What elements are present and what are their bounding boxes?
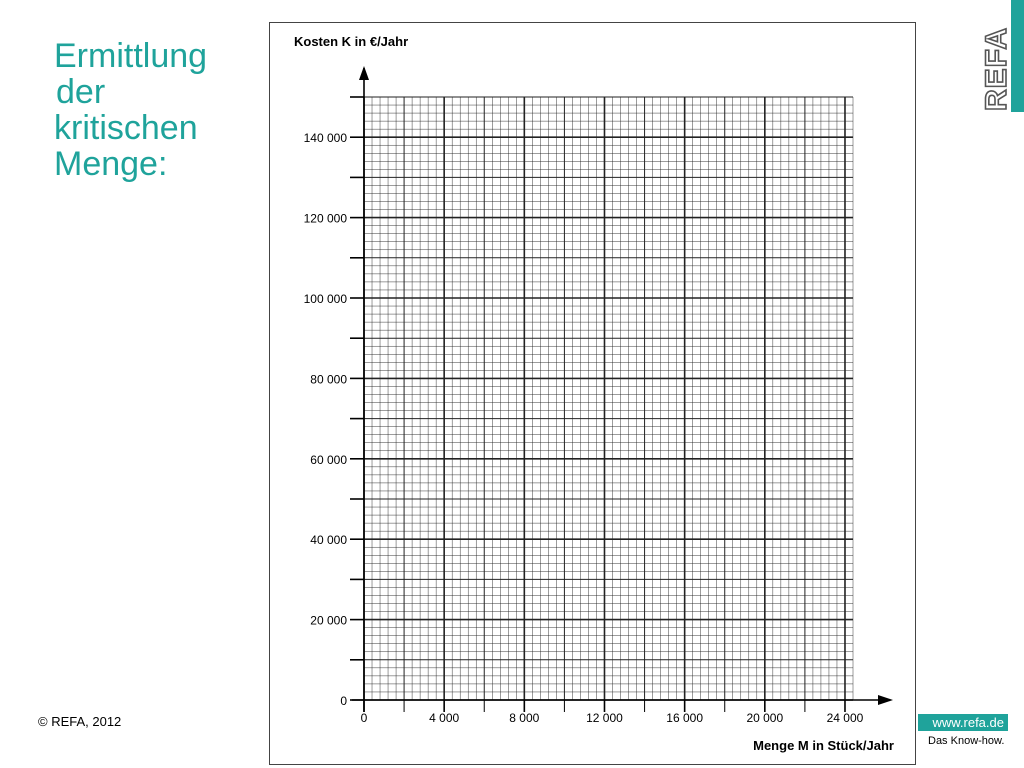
y-tick-label: 140 000 [303, 131, 347, 146]
y-axis-label: Kosten K in €/Jahr [294, 34, 409, 49]
x-tick-label: 4 000 [429, 711, 460, 725]
title-line: kritischen [54, 109, 198, 147]
x-axis-label: Menge M in Stück/Jahr [753, 738, 894, 753]
y-tick-label: 60 000 [310, 452, 347, 467]
tagline-text: Das Know-how. [928, 735, 1005, 747]
y-tick-label: 0 [340, 694, 347, 708]
y-tick-label: 80 000 [310, 372, 347, 387]
x-axis-arrow [878, 695, 893, 705]
grid-major [364, 97, 853, 700]
y-tick-label: 120 000 [303, 211, 347, 226]
title-line: der [56, 73, 106, 111]
grid-minor [364, 97, 853, 700]
y-axis-arrow [359, 66, 369, 80]
y-tick-label: 20 000 [310, 613, 347, 628]
copyright-text: © REFA, 2012 [38, 714, 122, 729]
y-tick-label: 100 000 [303, 292, 347, 306]
x-tick-label: 24 000 [826, 711, 864, 725]
x-tick-label: 20 000 [746, 711, 784, 725]
x-tick-label: 8 000 [509, 711, 540, 725]
refa-logo-text: REFA [980, 26, 1013, 111]
title-line: Ermittlung [54, 37, 208, 75]
ticks [304, 97, 864, 725]
website-link[interactable]: www.refa.de [918, 714, 1008, 731]
y-tick-label: 40 000 [310, 533, 347, 548]
grid-mid [364, 97, 853, 700]
x-tick-label: 0 [360, 711, 368, 725]
x-tick-label: 16 000 [666, 711, 704, 725]
x-tick-label: 12 000 [586, 711, 623, 725]
title-line: Menge: [54, 145, 168, 183]
axes [352, 66, 893, 712]
